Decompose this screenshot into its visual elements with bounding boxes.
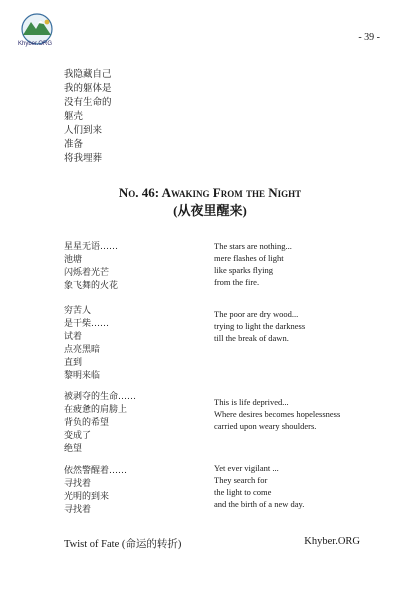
poem-line: They search for bbox=[214, 475, 268, 485]
poem-line: This is life deprived... bbox=[214, 397, 289, 407]
page-number: - 39 - bbox=[358, 32, 380, 43]
stanza-3-english bbox=[214, 396, 340, 432]
poem-line: mere flashes of light bbox=[214, 253, 284, 263]
poem-line: 被剥夺的生命…… bbox=[64, 391, 137, 401]
poem-line: 背负的希望 bbox=[64, 417, 110, 427]
poem-line: 池塘 bbox=[64, 254, 83, 264]
poem-line: 我的躯体是 bbox=[64, 84, 112, 94]
poem-line: carried upon weary shoulders. bbox=[214, 421, 317, 431]
poem-line: 在疲惫的肩膀上 bbox=[64, 404, 128, 414]
poem-line: the light to come bbox=[214, 487, 272, 497]
poem-line: 寻找着 bbox=[64, 478, 92, 488]
poem-line: 象飞舞的火花 bbox=[64, 280, 119, 290]
poem-line: 准备 bbox=[64, 140, 84, 150]
poem-title-chinese: (从夜里醒来) bbox=[173, 203, 247, 218]
poem-title-english: No. 46: Awaking From the Night bbox=[118, 185, 302, 200]
poem-line: 躯壳 bbox=[64, 112, 84, 122]
intro-poem bbox=[64, 68, 112, 166]
poem-line: 没有生命的 bbox=[64, 98, 112, 108]
stanza-2-english bbox=[214, 308, 305, 344]
poem-line: 直到 bbox=[64, 357, 83, 367]
poem-line: The stars are nothing... bbox=[214, 241, 292, 251]
poem-line: 变成了 bbox=[64, 430, 92, 440]
poem-line: The poor are dry wood... bbox=[214, 309, 299, 319]
poem-line: 寻找着 bbox=[64, 504, 92, 514]
stanza-1-chinese bbox=[64, 240, 118, 292]
stanza-2-chinese bbox=[64, 304, 109, 382]
stanza-4-english bbox=[214, 462, 304, 510]
stanza-4-chinese bbox=[64, 464, 127, 516]
footer-book-title: Twist of Fate (命运的转折) bbox=[64, 539, 182, 550]
poem-line: like sparks flying bbox=[214, 265, 274, 275]
logo-text: Khyber.ORG bbox=[17, 41, 52, 47]
poem-line: trying to light the darkness bbox=[214, 321, 306, 331]
poem-line: 绝望 bbox=[64, 443, 83, 453]
poem-line: Where desires becomes hopelessness bbox=[214, 409, 341, 419]
poem-line: 点亮黑暗 bbox=[64, 344, 101, 354]
stanza-3-chinese bbox=[64, 390, 136, 455]
poem-line: 人们到来 bbox=[64, 126, 103, 136]
khyber-logo bbox=[14, 12, 60, 56]
poem-line: 我隐藏自己 bbox=[64, 70, 112, 80]
poem-line: 试着 bbox=[64, 331, 83, 341]
poem-line: 黎明来临 bbox=[64, 370, 101, 380]
poem-line: 穷苦人 bbox=[64, 305, 92, 315]
poem-line: 依然警醒着…… bbox=[64, 465, 128, 475]
poem-line: Yet ever vigilant ... bbox=[214, 463, 279, 473]
footer-site: Khyber.ORG bbox=[304, 536, 360, 547]
poem-line: 星星无语…… bbox=[64, 241, 119, 251]
stanza-1-english bbox=[214, 240, 292, 288]
poem-line: 将我埋葬 bbox=[64, 154, 103, 164]
poem-line: from the fire. bbox=[214, 277, 260, 287]
poem-title bbox=[0, 184, 420, 220]
poem-line: 是干柴…… bbox=[64, 318, 110, 328]
poem-line: till the break of dawn. bbox=[214, 333, 289, 343]
poem-line: 光明的到来 bbox=[64, 491, 110, 501]
poem-line: and the birth of a new day. bbox=[214, 499, 305, 509]
poem-line: 闪烁着光芒 bbox=[64, 267, 110, 277]
